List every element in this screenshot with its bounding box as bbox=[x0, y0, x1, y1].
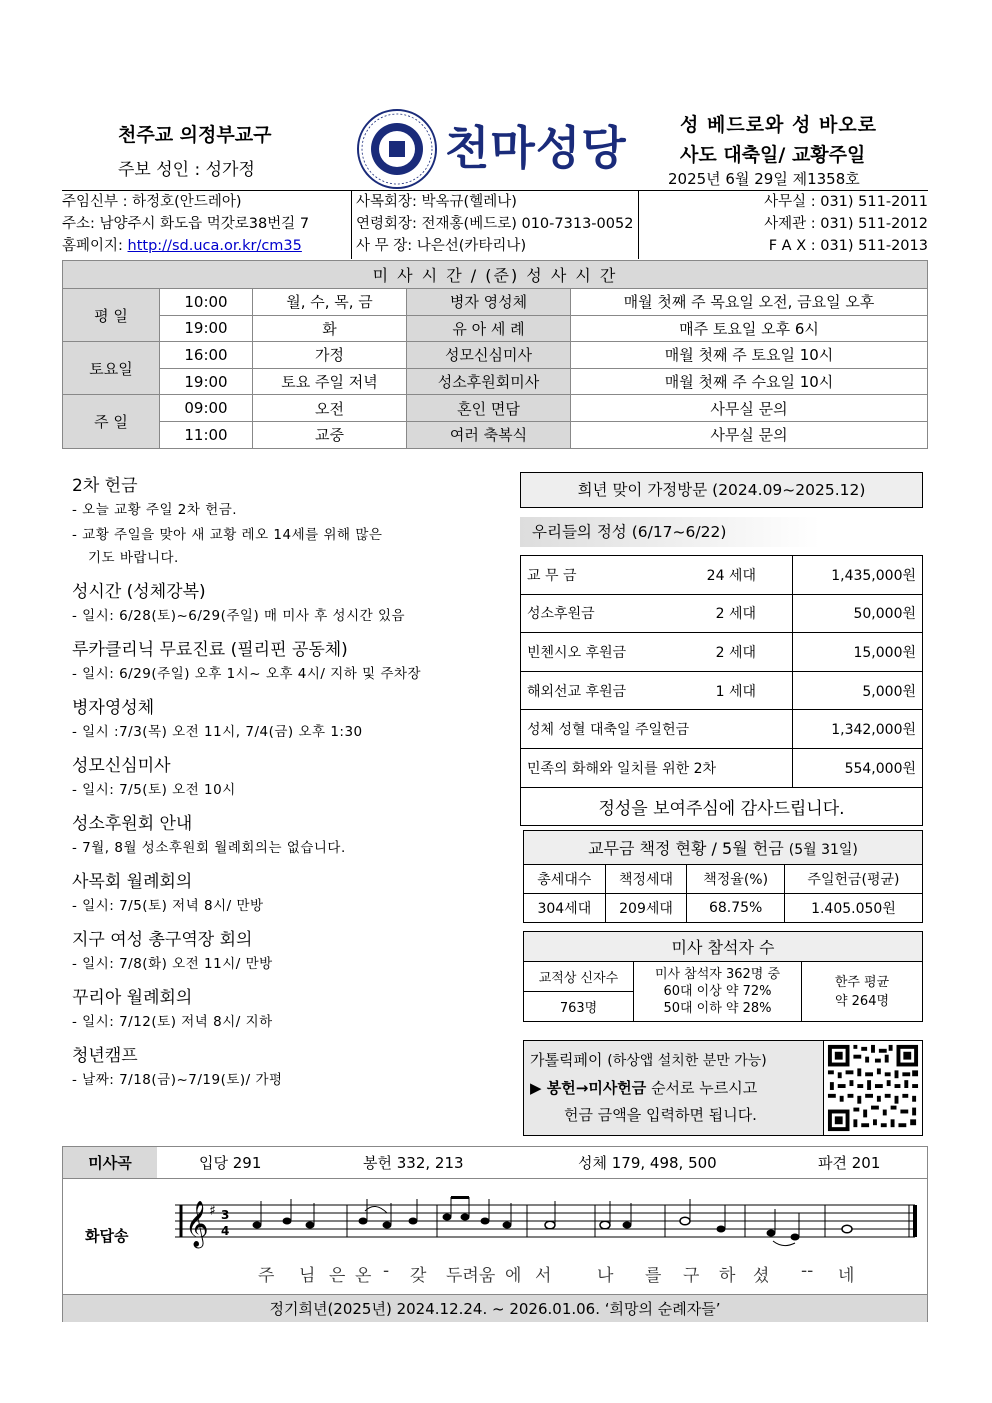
table-row bbox=[521, 787, 923, 825]
address: 주소: 남양주시 화도읍 먹갓로38번길 7 bbox=[62, 216, 310, 232]
mass-schedule-table bbox=[62, 260, 928, 449]
table-row bbox=[63, 368, 928, 395]
registered-value: 763명 bbox=[524, 992, 634, 1022]
quota-title bbox=[524, 831, 923, 865]
contact-info bbox=[62, 190, 928, 258]
average-value: 약 264명 bbox=[834, 993, 890, 1009]
notice-title: 루카클리닉 무료진료 (필리핀 공동체) bbox=[72, 640, 348, 660]
mass-day: 화 bbox=[253, 315, 407, 342]
mass-time: 19:00 bbox=[160, 315, 253, 342]
council-head: 사목회장: 박옥규(헬레나) bbox=[356, 194, 517, 210]
offering-label bbox=[521, 671, 793, 710]
table-row bbox=[63, 342, 928, 369]
notice-line: - 일시: 6/29(주일) 오후 1시~ 오후 4시/ 지하 및 주차장 bbox=[72, 666, 422, 682]
entrance-song: 입당 291 bbox=[199, 1154, 262, 1172]
notice-title: 꾸리아 월례회의 bbox=[72, 988, 193, 1008]
notice-line: - 일시 :7/3(목) 오전 11시, 7/4(금) 오후 1:30 bbox=[72, 724, 363, 740]
info-col-2 bbox=[354, 191, 639, 259]
lyric-syllable: 셨 bbox=[753, 1266, 770, 1286]
notice-line: - 일시: 7/8(화) 오전 11시/ 만방 bbox=[72, 956, 273, 972]
offering-amount: 1,435,000원 bbox=[793, 556, 923, 595]
lyric-syllable: 구 bbox=[683, 1266, 700, 1286]
lyric-syllable: 온 bbox=[355, 1266, 372, 1286]
table-row bbox=[521, 594, 923, 633]
fax: F A X : 031) 511-2013 bbox=[768, 238, 928, 254]
offering-count: 2 세대 bbox=[715, 606, 756, 623]
diocese-name: 천주교 의정부교구 bbox=[118, 124, 272, 146]
pay-line-1-bold: 봉헌→미사헌금 bbox=[546, 1079, 647, 1097]
offering-name: 교 무 금 bbox=[527, 567, 577, 584]
pay-line-1 bbox=[530, 1075, 817, 1102]
offering-amount: 1,342,000원 bbox=[793, 710, 923, 749]
offertory-song: 봉헌 332, 213 bbox=[363, 1154, 464, 1172]
table-row bbox=[63, 421, 928, 448]
notice-line: - 일시: 7/12(토) 저녁 8시/ 지하 bbox=[72, 1014, 273, 1030]
mass-day: 가정 bbox=[253, 342, 407, 369]
lyric-syllable: 서 bbox=[535, 1266, 552, 1286]
quota-header: 주일헌금(평균) bbox=[784, 865, 922, 894]
lyric-syllable: - bbox=[383, 1261, 390, 1281]
quota-value: 68.75% bbox=[687, 894, 785, 923]
communion-song: 성체 179, 498, 500 bbox=[578, 1154, 717, 1172]
sacrament: 유 아 세 례 bbox=[407, 315, 571, 342]
pastor: 주임신부 : 하정호(안드레아) bbox=[62, 194, 242, 210]
music-section bbox=[62, 1146, 928, 1322]
info-col-1 bbox=[62, 191, 352, 259]
table-row bbox=[521, 556, 923, 595]
table-row bbox=[524, 962, 923, 992]
table-row bbox=[63, 315, 928, 342]
registered-label: 교적상 신자수 bbox=[524, 962, 634, 992]
mass-schedule-title: 미 사 시 간 / (준) 성 사 시 간 bbox=[63, 261, 928, 289]
lyric-syllable: 를 bbox=[645, 1266, 662, 1286]
triangle-right-icon: ▶ bbox=[530, 1079, 542, 1097]
catholic-pay-box bbox=[523, 1040, 823, 1136]
svg-text:𝄞: 𝄞 bbox=[185, 1201, 209, 1247]
notice-title: 사목회 월례회의 bbox=[72, 872, 193, 892]
quota-header: 총세대수 bbox=[524, 865, 606, 894]
svg-text:4: 4 bbox=[221, 1224, 230, 1238]
notice-title: 성소후원회 안내 bbox=[72, 814, 193, 834]
average-label: 한주 평균 bbox=[834, 974, 890, 990]
pay-line-1-rest: 순서로 누르시고 bbox=[646, 1079, 758, 1097]
dismissal-song: 파견 201 bbox=[818, 1154, 881, 1172]
attendance-line: 60대 이상 약 72% bbox=[663, 984, 772, 999]
table-row bbox=[521, 671, 923, 710]
notice-line: - 일시: 7/5(토) 오전 10시 bbox=[72, 782, 236, 798]
psalm-lyrics bbox=[63, 1261, 927, 1291]
lyric-syllable: 님 bbox=[299, 1266, 316, 1286]
patron-saint: 주보 성인 : 성가정 bbox=[118, 160, 255, 180]
issue-date: 2025년 6월 29일 제1358호 bbox=[668, 170, 860, 188]
notice-line: - 일시: 7/5(토) 저녁 8시/ 만방 bbox=[72, 898, 264, 914]
sacrament-note: 사무실 문의 bbox=[571, 421, 928, 448]
mass-time: 19:00 bbox=[160, 368, 253, 395]
feast-title-2: 사도 대축일/ 교황주일 bbox=[680, 144, 866, 166]
mass-time: 09:00 bbox=[160, 395, 253, 422]
notice-title: 청년캠프 bbox=[72, 1046, 138, 1066]
offering-name: 빈첸시오 후원금 bbox=[527, 644, 627, 661]
lyric-syllable: 네 bbox=[838, 1266, 855, 1286]
notice-line: 기도 바랍니다. bbox=[88, 550, 179, 566]
lyric-syllable: -- bbox=[801, 1261, 814, 1281]
sacrament-note: 사무실 문의 bbox=[571, 395, 928, 422]
mass-songs bbox=[63, 1147, 927, 1179]
sacrament: 병자 영성체 bbox=[407, 289, 571, 316]
table-row bbox=[63, 395, 928, 422]
notice-line: - 날짜: 7/18(금)~7/19(토)/ 가평 bbox=[72, 1072, 283, 1088]
songs-label: 미사곡 bbox=[63, 1147, 157, 1178]
sacrament-note: 매주 토요일 오후 6시 bbox=[571, 315, 928, 342]
notice-title: 성시간 (성체강복) bbox=[72, 582, 206, 602]
notice-line: - 7월, 8월 성소후원회 월례회의는 없습니다. bbox=[72, 840, 346, 856]
mass-day: 오전 bbox=[253, 395, 407, 422]
lyric-syllable: 두려움 bbox=[446, 1266, 496, 1286]
attendance-line: 미사 참석자 362명 중 bbox=[654, 967, 781, 982]
secretary: 사 무 장: 나은선(카타리나) bbox=[356, 238, 527, 254]
offering-amount: 554,000원 bbox=[793, 748, 923, 787]
offerings-table bbox=[520, 555, 923, 826]
sacrament-note: 매월 첫째 주 목요일 오전, 금요일 오후 bbox=[571, 289, 928, 316]
offering-count: 24 세대 bbox=[706, 567, 756, 584]
info-col-3 bbox=[668, 191, 928, 257]
association-head: 연령회장: 전재홍(베드로) 010-7313-0052 bbox=[356, 216, 634, 232]
homepage bbox=[62, 235, 351, 257]
offering-label: 성체 성혈 대축일 주일헌금 bbox=[521, 710, 793, 749]
offering-label bbox=[521, 556, 793, 595]
group-saturday: 토요일 bbox=[63, 342, 160, 395]
quota-header: 책정세대 bbox=[605, 865, 687, 894]
sacrament-note: 매월 첫째 주 토요일 10시 bbox=[571, 342, 928, 369]
attendance-table bbox=[523, 931, 923, 1022]
quota-value: 209세대 bbox=[605, 894, 687, 923]
notice-title: 2차 헌금 bbox=[72, 476, 138, 496]
mass-time: 11:00 bbox=[160, 421, 253, 448]
pay-title bbox=[530, 1047, 817, 1075]
quota-header: 책정율(%) bbox=[687, 865, 785, 894]
mass-day: 토요 주일 저녁 bbox=[253, 368, 407, 395]
quota-value: 304세대 bbox=[524, 894, 606, 923]
pay-line-2: 헌금 금액을 입력하면 됩니다. bbox=[564, 1106, 757, 1124]
music-staff-icon bbox=[175, 1191, 920, 1255]
sacrament-note: 매월 첫째 주 수요일 10시 bbox=[571, 368, 928, 395]
lyric-syllable: 나 bbox=[597, 1266, 614, 1286]
offering-amount: 15,000원 bbox=[793, 633, 923, 672]
mass-day: 월, 수, 목, 금 bbox=[253, 289, 407, 316]
weekly-average bbox=[802, 962, 923, 1022]
feast-title-1: 성 베드로와 성 바오로 bbox=[680, 114, 878, 136]
homepage-link[interactable]: http://sd.uca.or.kr/cm35 bbox=[127, 238, 302, 254]
mass-day: 교중 bbox=[253, 421, 407, 448]
lyric-syllable: 은 bbox=[329, 1266, 346, 1286]
table-row bbox=[521, 710, 923, 749]
offering-count: 2 세대 bbox=[715, 644, 756, 661]
diocese-seal-icon bbox=[356, 108, 438, 190]
sacrament: 여러 축복식 bbox=[407, 421, 571, 448]
quota-table bbox=[523, 830, 923, 923]
notice-line: - 일시: 6/28(토)~6/29(주일) 매 미사 후 성시간 있음 bbox=[72, 608, 406, 624]
rectory-phone: 사제관 : 031) 511-2012 bbox=[764, 216, 928, 232]
notice-line: - 오늘 교황 주일 2차 헌금. bbox=[72, 502, 238, 518]
notice-title: 지구 여성 총구역장 회의 bbox=[72, 930, 253, 950]
notices bbox=[72, 474, 482, 1093]
offering-label bbox=[521, 594, 793, 633]
attendance-breakdown bbox=[634, 962, 802, 1022]
mass-time: 10:00 bbox=[160, 289, 253, 316]
table-row bbox=[524, 865, 923, 894]
lyric-syllable: 갖 bbox=[410, 1266, 427, 1286]
notice-line: - 교황 주일을 맞아 새 교황 레오 14세를 위해 많은 bbox=[72, 527, 383, 543]
quota-title-date: (5월 31일) bbox=[788, 842, 858, 858]
mass-time: 16:00 bbox=[160, 342, 253, 369]
svg-text:3: 3 bbox=[221, 1208, 230, 1222]
qr-code-icon[interactable] bbox=[823, 1040, 923, 1136]
offering-amount: 50,000원 bbox=[793, 594, 923, 633]
table-row bbox=[524, 894, 923, 923]
group-weekday: 평 일 bbox=[63, 289, 160, 342]
svg-text:♯: ♯ bbox=[209, 1203, 216, 1219]
psalm-label: 화답송 bbox=[85, 1227, 129, 1245]
church-name: 천마성당 bbox=[445, 121, 627, 175]
quota-value: 1.405.050원 bbox=[784, 894, 922, 923]
office-phone: 사무실 : 031) 511-2011 bbox=[764, 194, 928, 210]
offerings-title: 우리들의 정성 (6/17~6/22) bbox=[520, 517, 820, 547]
attendance-title: 미사 참석자 수 bbox=[524, 932, 923, 962]
offering-name: 성소후원금 bbox=[527, 606, 595, 623]
table-row bbox=[521, 633, 923, 672]
jubilee-footer: 정기희년(2025년) 2024.12.24. ~ 2026.01.06. ‘희망의 순례자들’ bbox=[63, 1294, 927, 1322]
offering-label: 민족의 화해와 일치를 위한 2차 bbox=[521, 748, 793, 787]
offering-name: 해외선교 후원금 bbox=[527, 683, 627, 700]
homepage-label: 홈페이지: bbox=[62, 238, 128, 254]
table-row bbox=[63, 289, 928, 316]
thanks-message: 정성을 보여주심에 감사드립니다. bbox=[521, 787, 923, 825]
table-row bbox=[521, 748, 923, 787]
pay-title-note: (하상앱 설치한 분만 가능) bbox=[607, 1053, 767, 1069]
lyric-syllable: 에 bbox=[505, 1266, 522, 1286]
sacrament: 성소후원회미사 bbox=[407, 368, 571, 395]
offering-amount: 5,000원 bbox=[793, 671, 923, 710]
offering-label bbox=[521, 633, 793, 672]
jubilee-visit-box: 희년 맞이 가정방문 (2024.09~2025.12) bbox=[520, 472, 923, 508]
sacrament: 혼인 면담 bbox=[407, 395, 571, 422]
notice-title: 병자영성체 bbox=[72, 698, 155, 718]
pay-title-text: 가톨릭페이 bbox=[530, 1051, 603, 1069]
attendance-line: 50대 이하 약 28% bbox=[663, 1001, 772, 1016]
notice-title: 성모신심미사 bbox=[72, 756, 171, 776]
sacrament: 성모신심미사 bbox=[407, 342, 571, 369]
quota-title-text: 교무금 책정 현황 / 5월 헌금 bbox=[588, 839, 784, 858]
group-sunday: 주 일 bbox=[63, 395, 160, 448]
lyric-syllable: 주 bbox=[258, 1266, 275, 1286]
offering-count: 1 세대 bbox=[715, 683, 756, 700]
lyric-syllable: 하 bbox=[719, 1266, 736, 1286]
